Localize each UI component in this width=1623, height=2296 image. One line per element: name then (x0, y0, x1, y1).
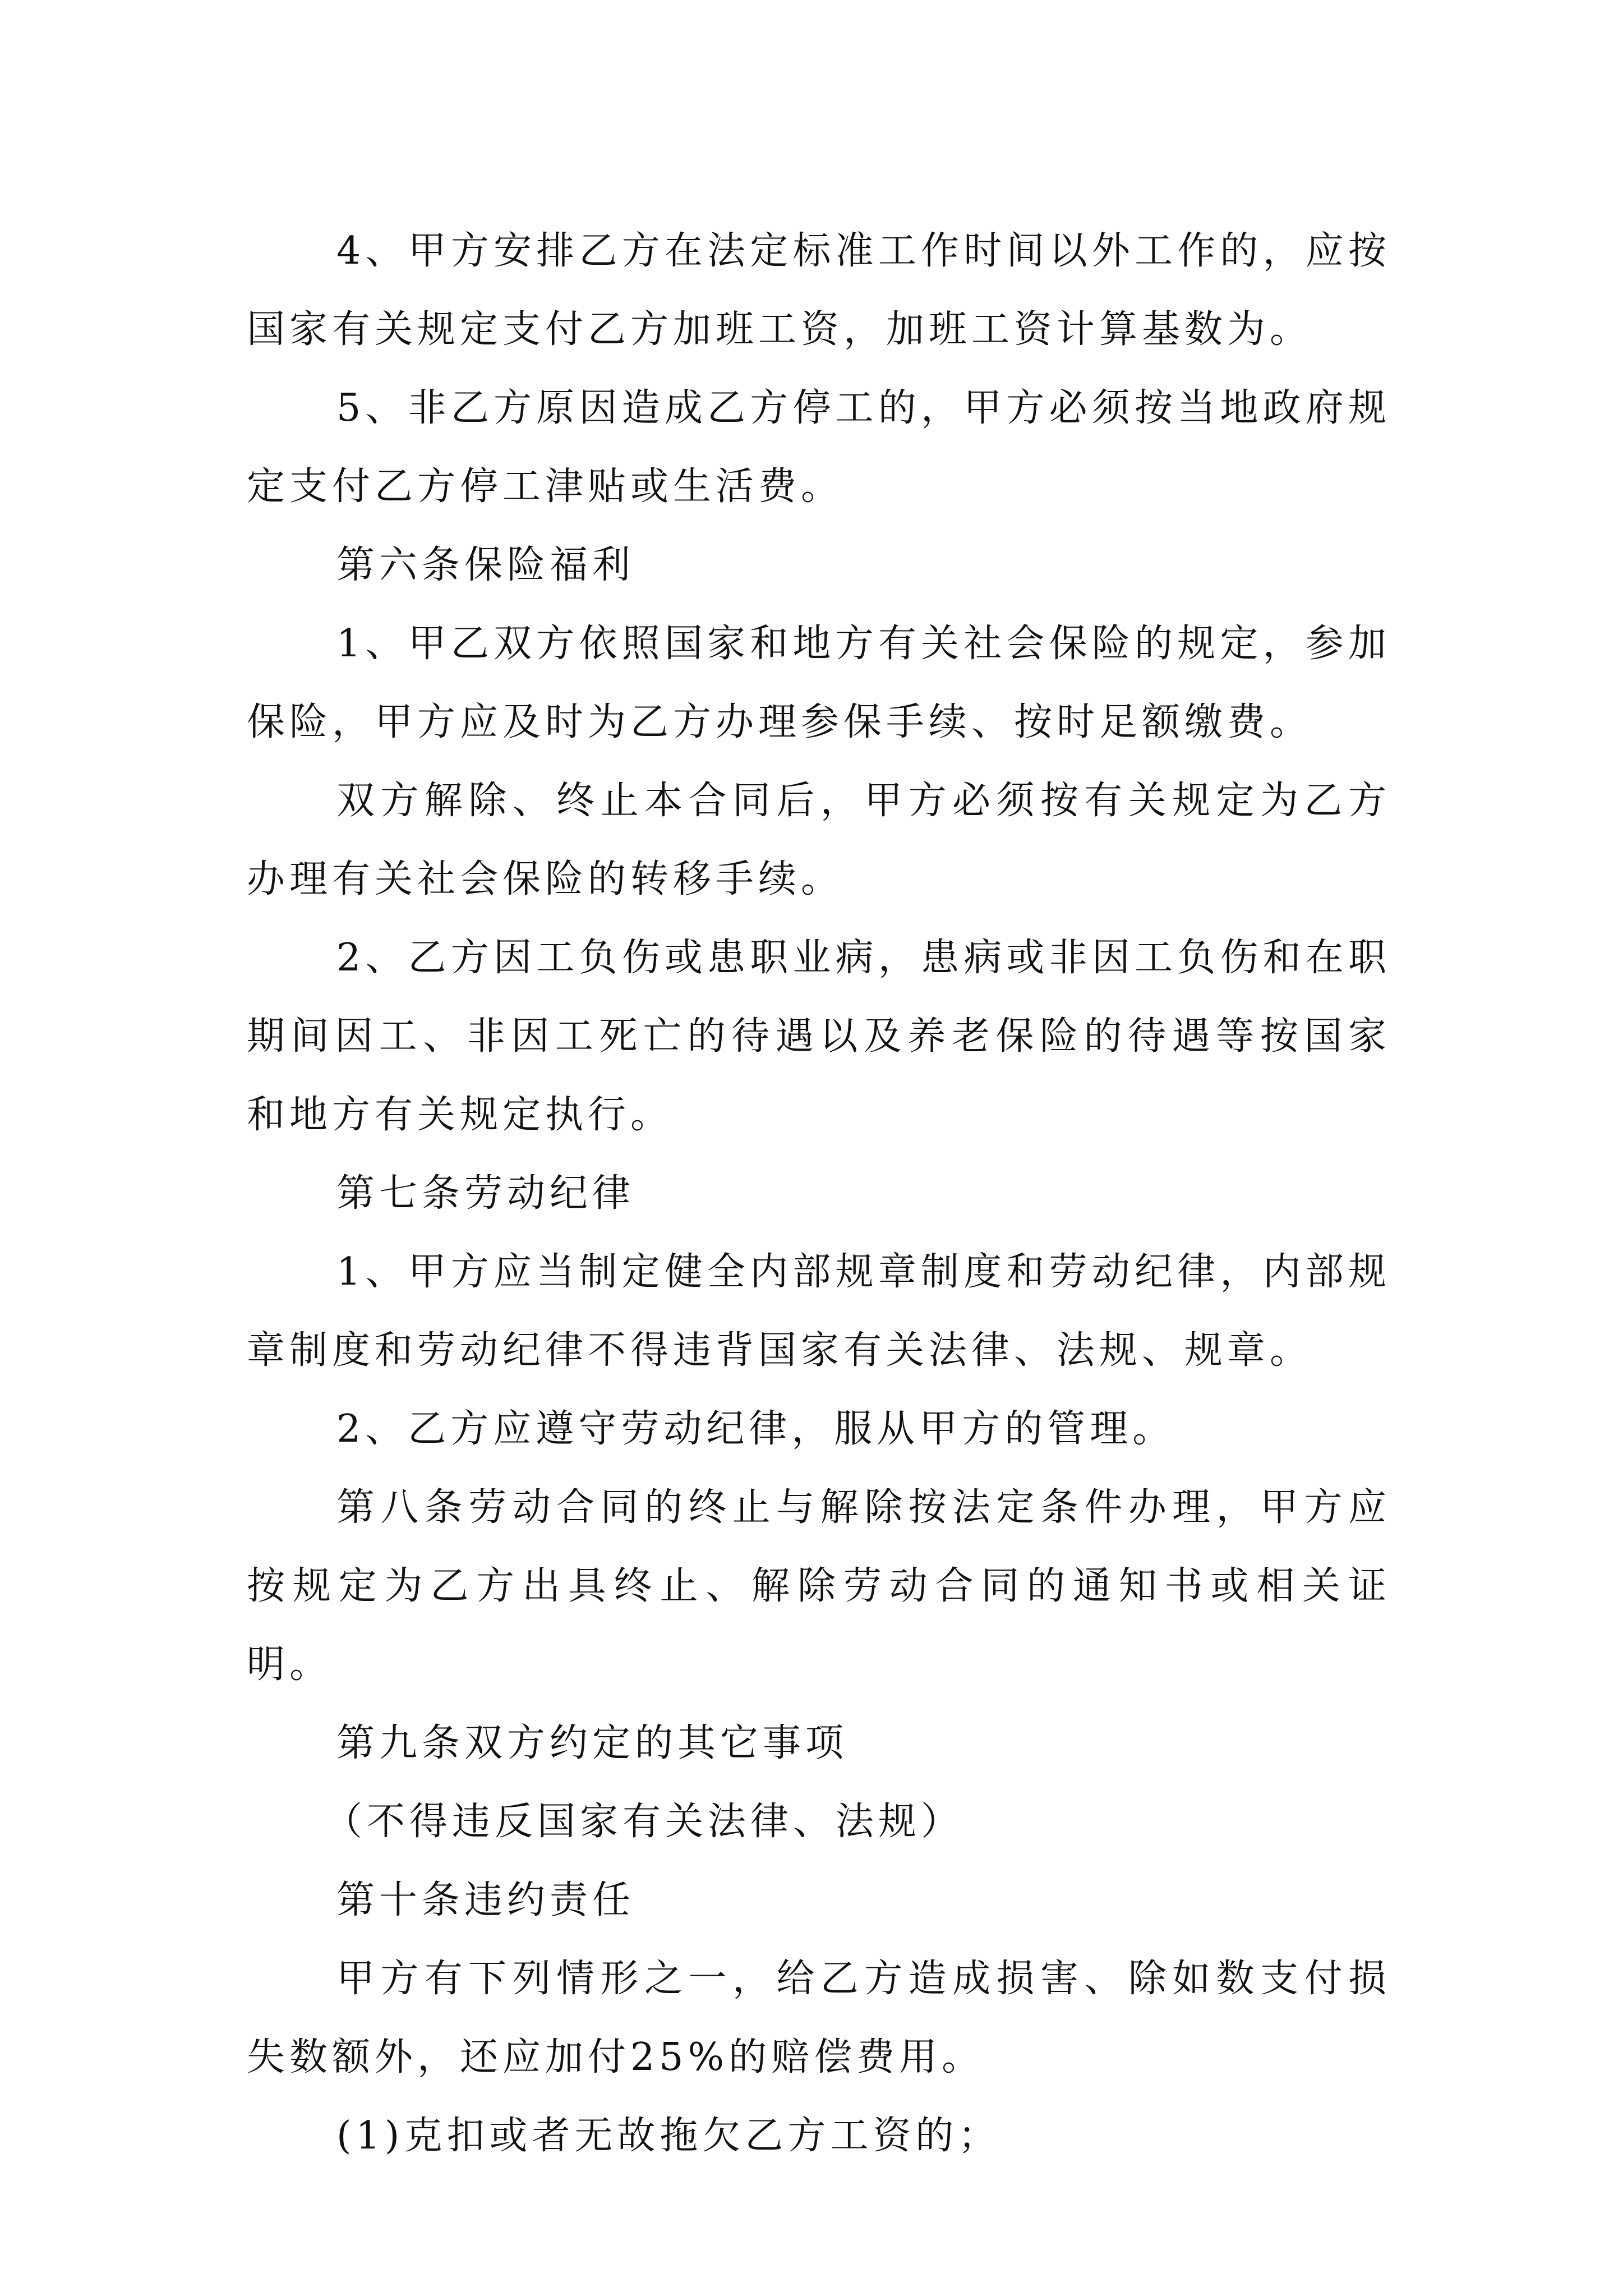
paragraph-compensation: 甲方有下列情形之一，给乙方造成损害、除如数支付损失数额外，还应加付25%的赔偿费用。 (247, 1957, 1391, 2079)
paragraph-obey-discipline: 2、乙方应遵守劳动纪律，服从甲方的管理。 (336, 1407, 1175, 1451)
paragraph-injury-benefits: 2、乙方因工负伤或患职业病，患病或非因工负伤和在职期间因工、非因工死亡的待遇以及养老保险的待遇等按国家和地方有关规定执行。 (247, 936, 1391, 1137)
list-item-wage-deduction: (1)克扣或者无故拖欠乙方工资的； (336, 2114, 1001, 2158)
paragraph-insurance-transfer: 双方解除、终止本合同后，甲方必须按有关规定为乙方办理有关社会保险的转移手续。 (247, 779, 1391, 901)
paragraph-work-stoppage: 5、非乙方原因造成乙方停工的，甲方必须按当地政府规定支付乙方停工津贴或生活费。 (247, 386, 1391, 509)
paragraph-article-8: 第八条劳动合同的终止与解除按法定条件办理，甲方应按规定为乙方出具终止、解除劳动合同的通知书或相关证明。 (247, 1485, 1391, 1687)
paragraph-overtime-pay: 4、甲方安排乙方在法定标准工作时间以外工作的，应按国家有关规定支付乙方加班工资，加班工资计算基数为。 (247, 229, 1391, 352)
paragraph-social-insurance: 1、甲乙双方依照国家和地方有关社会保险的规定，参加保险，甲方应及时为乙方办理参保手续、按时足额缴费。 (247, 622, 1391, 744)
heading-article-10: 第十条违约责任 (336, 1878, 635, 1922)
heading-article-7: 第七条劳动纪律 (336, 1171, 635, 1216)
paragraph-article-9-note: （不得违反国家有关法律、法规） (324, 1800, 964, 1844)
heading-article-6: 第六条保险福利 (336, 543, 635, 587)
document-body (247, 212, 1391, 2175)
paragraph-internal-rules: 1、甲方应当制定健全内部规章制度和劳动纪律，内部规章制度和劳动纪律不得违背国家有关法律、法规、规章。 (247, 1250, 1391, 1373)
heading-article-9: 第九条双方约定的其它事项 (336, 1721, 849, 1765)
